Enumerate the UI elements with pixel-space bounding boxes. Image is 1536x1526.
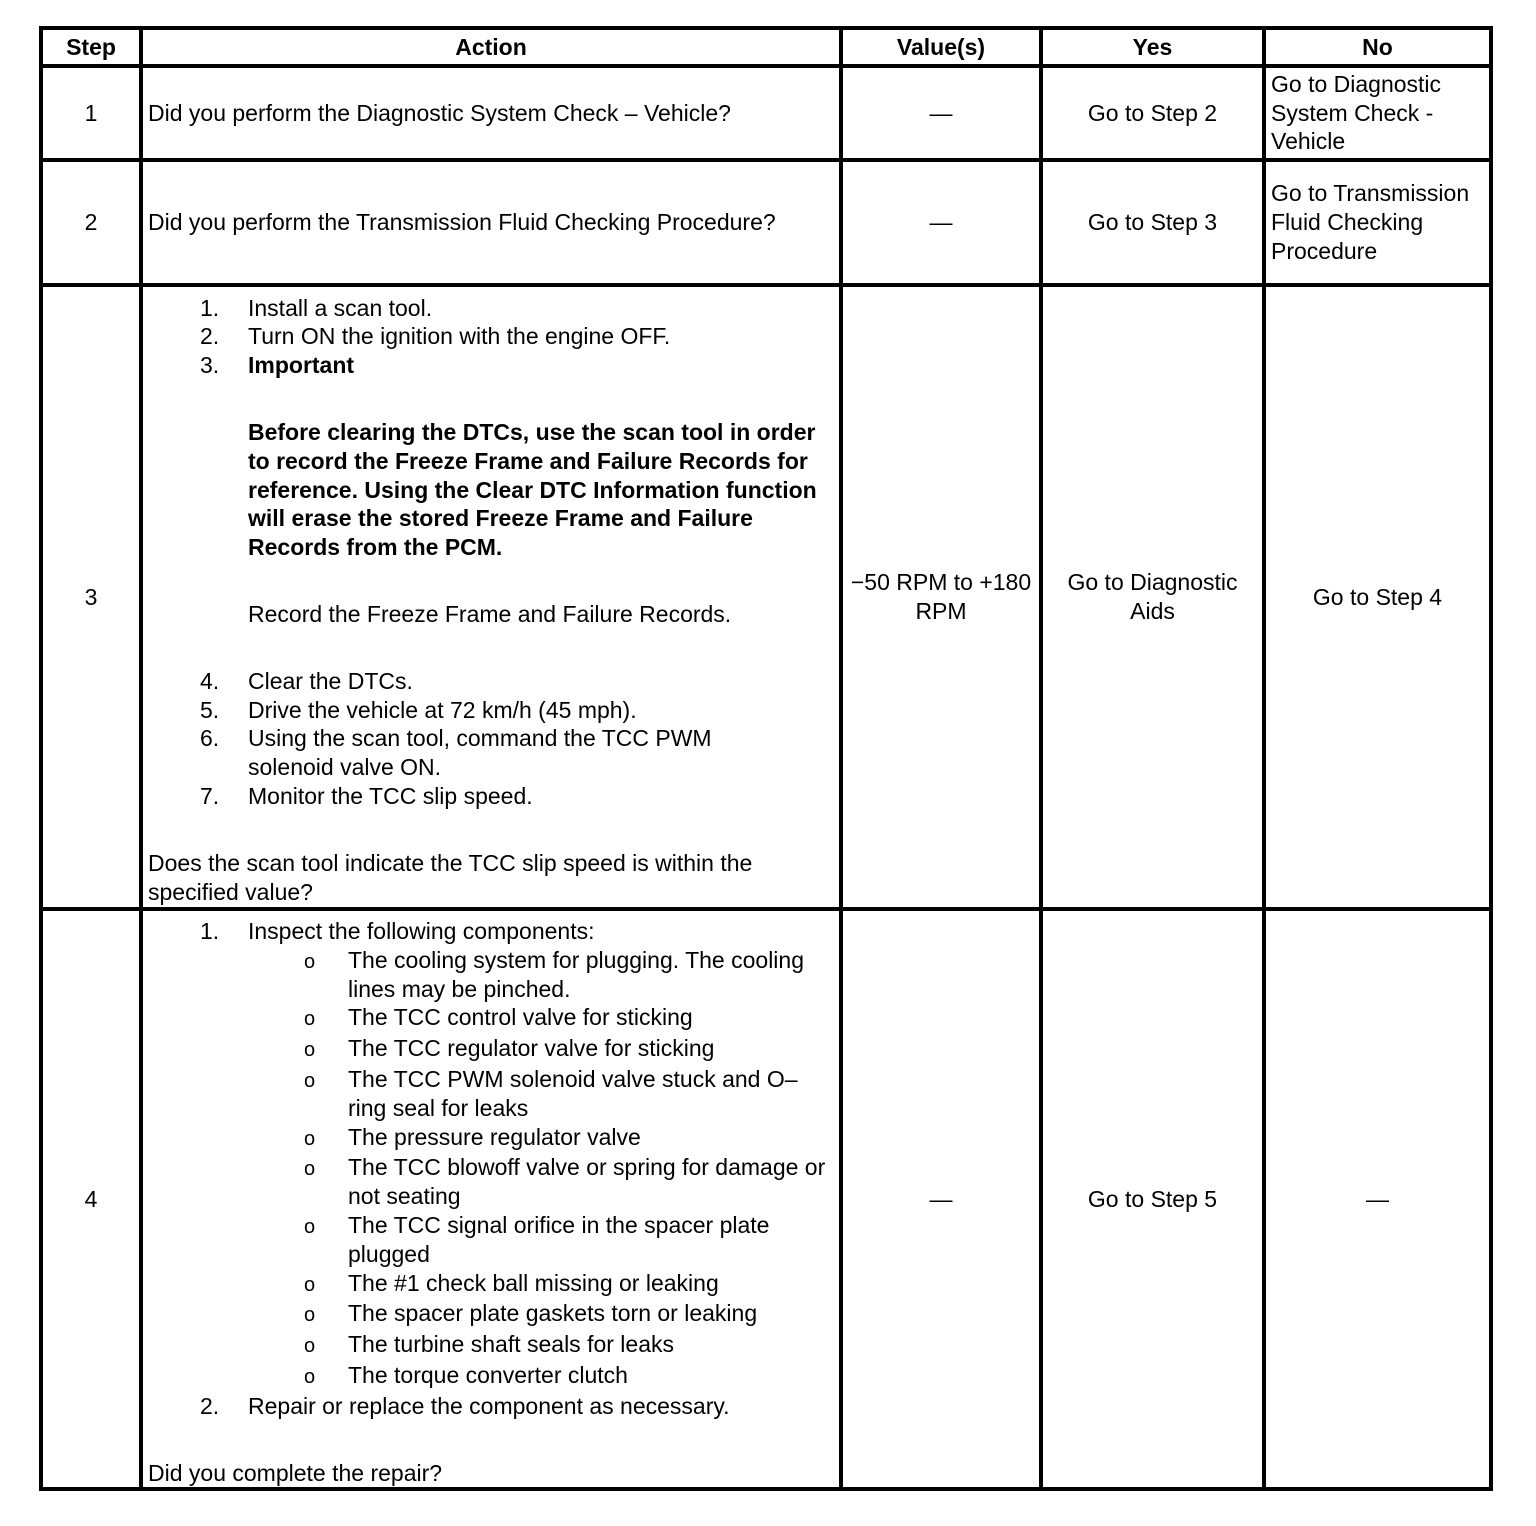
bullet-icon: o [304, 950, 316, 973]
header-yes: Yes [1041, 28, 1264, 66]
item-text: Clear the DTCs. [248, 667, 413, 694]
list-item [148, 667, 834, 696]
step-number: 3 [41, 285, 141, 909]
action-cell [141, 909, 841, 1489]
item-number: 1. [200, 294, 220, 321]
value-cell: — [841, 160, 1041, 285]
sub-item-text: The spacer plate gaskets torn or leaking [348, 1300, 758, 1327]
sub-item-text: The TCC regulator valve for sticking [348, 1035, 715, 1062]
list-item [148, 322, 834, 351]
action-text: Did you perform the Transmission Fluid Checking Procedure? [141, 160, 841, 285]
list-item [148, 724, 834, 782]
list-item [148, 696, 834, 725]
step-number: 1 [41, 66, 141, 160]
list-item [148, 917, 834, 946]
no-cell: Go to Step 4 [1264, 285, 1491, 909]
step-number: 2 [41, 160, 141, 285]
list-item [148, 782, 834, 811]
sub-item-text: The TCC PWM solenoid valve stuck and O–ring seal for leaks [348, 1065, 798, 1121]
sub-item [148, 1065, 834, 1123]
yes-cell: Go to Step 3 [1041, 160, 1264, 285]
item-number: 6. [200, 725, 220, 752]
no-cell: Go to Diagnostic System Check - Vehicle [1264, 66, 1491, 160]
step-number: 4 [41, 909, 141, 1489]
sub-item-text: The #1 check ball missing or leaking [348, 1269, 719, 1296]
item-text: Inspect the following components: [248, 918, 595, 944]
header-values: Value(s) [841, 28, 1041, 66]
sub-item [148, 1123, 834, 1154]
item-number: 4. [200, 667, 220, 694]
table-row [41, 909, 1491, 1489]
sub-item [148, 1034, 834, 1065]
sub-item [148, 1211, 834, 1269]
item-number: 7. [200, 782, 220, 809]
item-text: Repair or replace the component as necessary. [248, 1392, 730, 1419]
item-text: Using the scan tool, command the TCC PWM solenoid valve ON. [248, 725, 712, 781]
value-cell: −50 RPM to +180 RPM [841, 285, 1041, 909]
bullet-icon: o [304, 1008, 316, 1031]
sub-item-text: The TCC blowoff valve or spring for damage or not seating [348, 1154, 826, 1210]
item-text: Install a scan tool. [248, 294, 433, 321]
list-item [148, 1392, 834, 1421]
record-instruction: Record the Freeze Frame and Failure Records. [248, 601, 732, 627]
sub-item [148, 1269, 834, 1300]
item-text: Drive the vehicle at 72 km/h (45 mph). [248, 696, 637, 723]
table-row [41, 285, 1491, 909]
question-text: Did you complete the repair? [148, 1459, 443, 1486]
item-text: Turn ON the ignition with the engine OFF. [248, 323, 671, 350]
header-row [41, 28, 1491, 66]
action-cell [141, 285, 841, 909]
bullet-icon: o [304, 1365, 316, 1388]
sub-item [148, 1003, 834, 1034]
sub-item-text: The pressure regulator valve [348, 1123, 641, 1150]
sub-item-text: The torque converter clutch [348, 1361, 628, 1388]
sub-item [148, 1330, 834, 1361]
table-row [41, 160, 1491, 285]
action-text: Did you perform the Diagnostic System Check – Vehicle? [141, 66, 841, 160]
item-text: Monitor the TCC slip speed. [248, 782, 533, 809]
important-label: Important [248, 352, 355, 379]
no-cell: Go to Transmission Fluid Checking Procedure [1264, 160, 1491, 285]
no-cell: — [1264, 909, 1491, 1489]
bullet-icon: o [304, 1039, 316, 1062]
value-cell: — [841, 66, 1041, 160]
sub-item [148, 1153, 834, 1211]
bullet-icon: o [304, 1069, 316, 1092]
question-text: Does the scan tool indicate the TCC slip speed is within the specified value? [148, 849, 753, 905]
item-number: 2. [200, 1392, 220, 1419]
list-item [148, 294, 834, 323]
yes-cell: Go to Diagnostic Aids [1041, 285, 1264, 909]
list-item [148, 351, 834, 380]
yes-cell: Go to Step 2 [1041, 66, 1264, 160]
diagnostic-table [39, 26, 1493, 1491]
sub-item [148, 946, 834, 1004]
header-no: No [1264, 28, 1491, 66]
sub-item-text: The TCC control valve for sticking [348, 1004, 693, 1031]
bullet-icon: o [304, 1127, 316, 1150]
table-row [41, 66, 1491, 160]
important-note: Before clearing the DTCs, use the scan tool in order to record the Freeze Frame and Failure Records for reference. Using the Clear DTC Information function will erase the stored Freeze Frame and Failure Records from the PCM. [248, 419, 817, 561]
header-step: Step [41, 28, 141, 66]
yes-cell: Go to Step 5 [1041, 909, 1264, 1489]
bullet-icon: o [304, 1273, 316, 1296]
bullet-icon: o [304, 1304, 316, 1327]
item-number: 1. [200, 918, 220, 944]
sub-item-text: The cooling system for plugging. The cooling lines may be pinched. [348, 946, 805, 1002]
item-number: 3. [200, 352, 220, 379]
sub-item [148, 1299, 834, 1330]
sub-item-text: The TCC signal orifice in the spacer plate plugged [348, 1211, 770, 1267]
item-number: 5. [200, 696, 220, 723]
sub-item-list [148, 946, 834, 1392]
bullet-icon: o [304, 1158, 316, 1181]
value-cell: — [841, 909, 1041, 1489]
item-number: 2. [200, 323, 220, 350]
bullet-icon: o [304, 1215, 316, 1238]
sub-item [148, 1361, 834, 1392]
header-action: Action [141, 28, 841, 66]
bullet-icon: o [304, 1335, 316, 1358]
sub-item-text: The turbine shaft seals for leaks [348, 1331, 674, 1358]
